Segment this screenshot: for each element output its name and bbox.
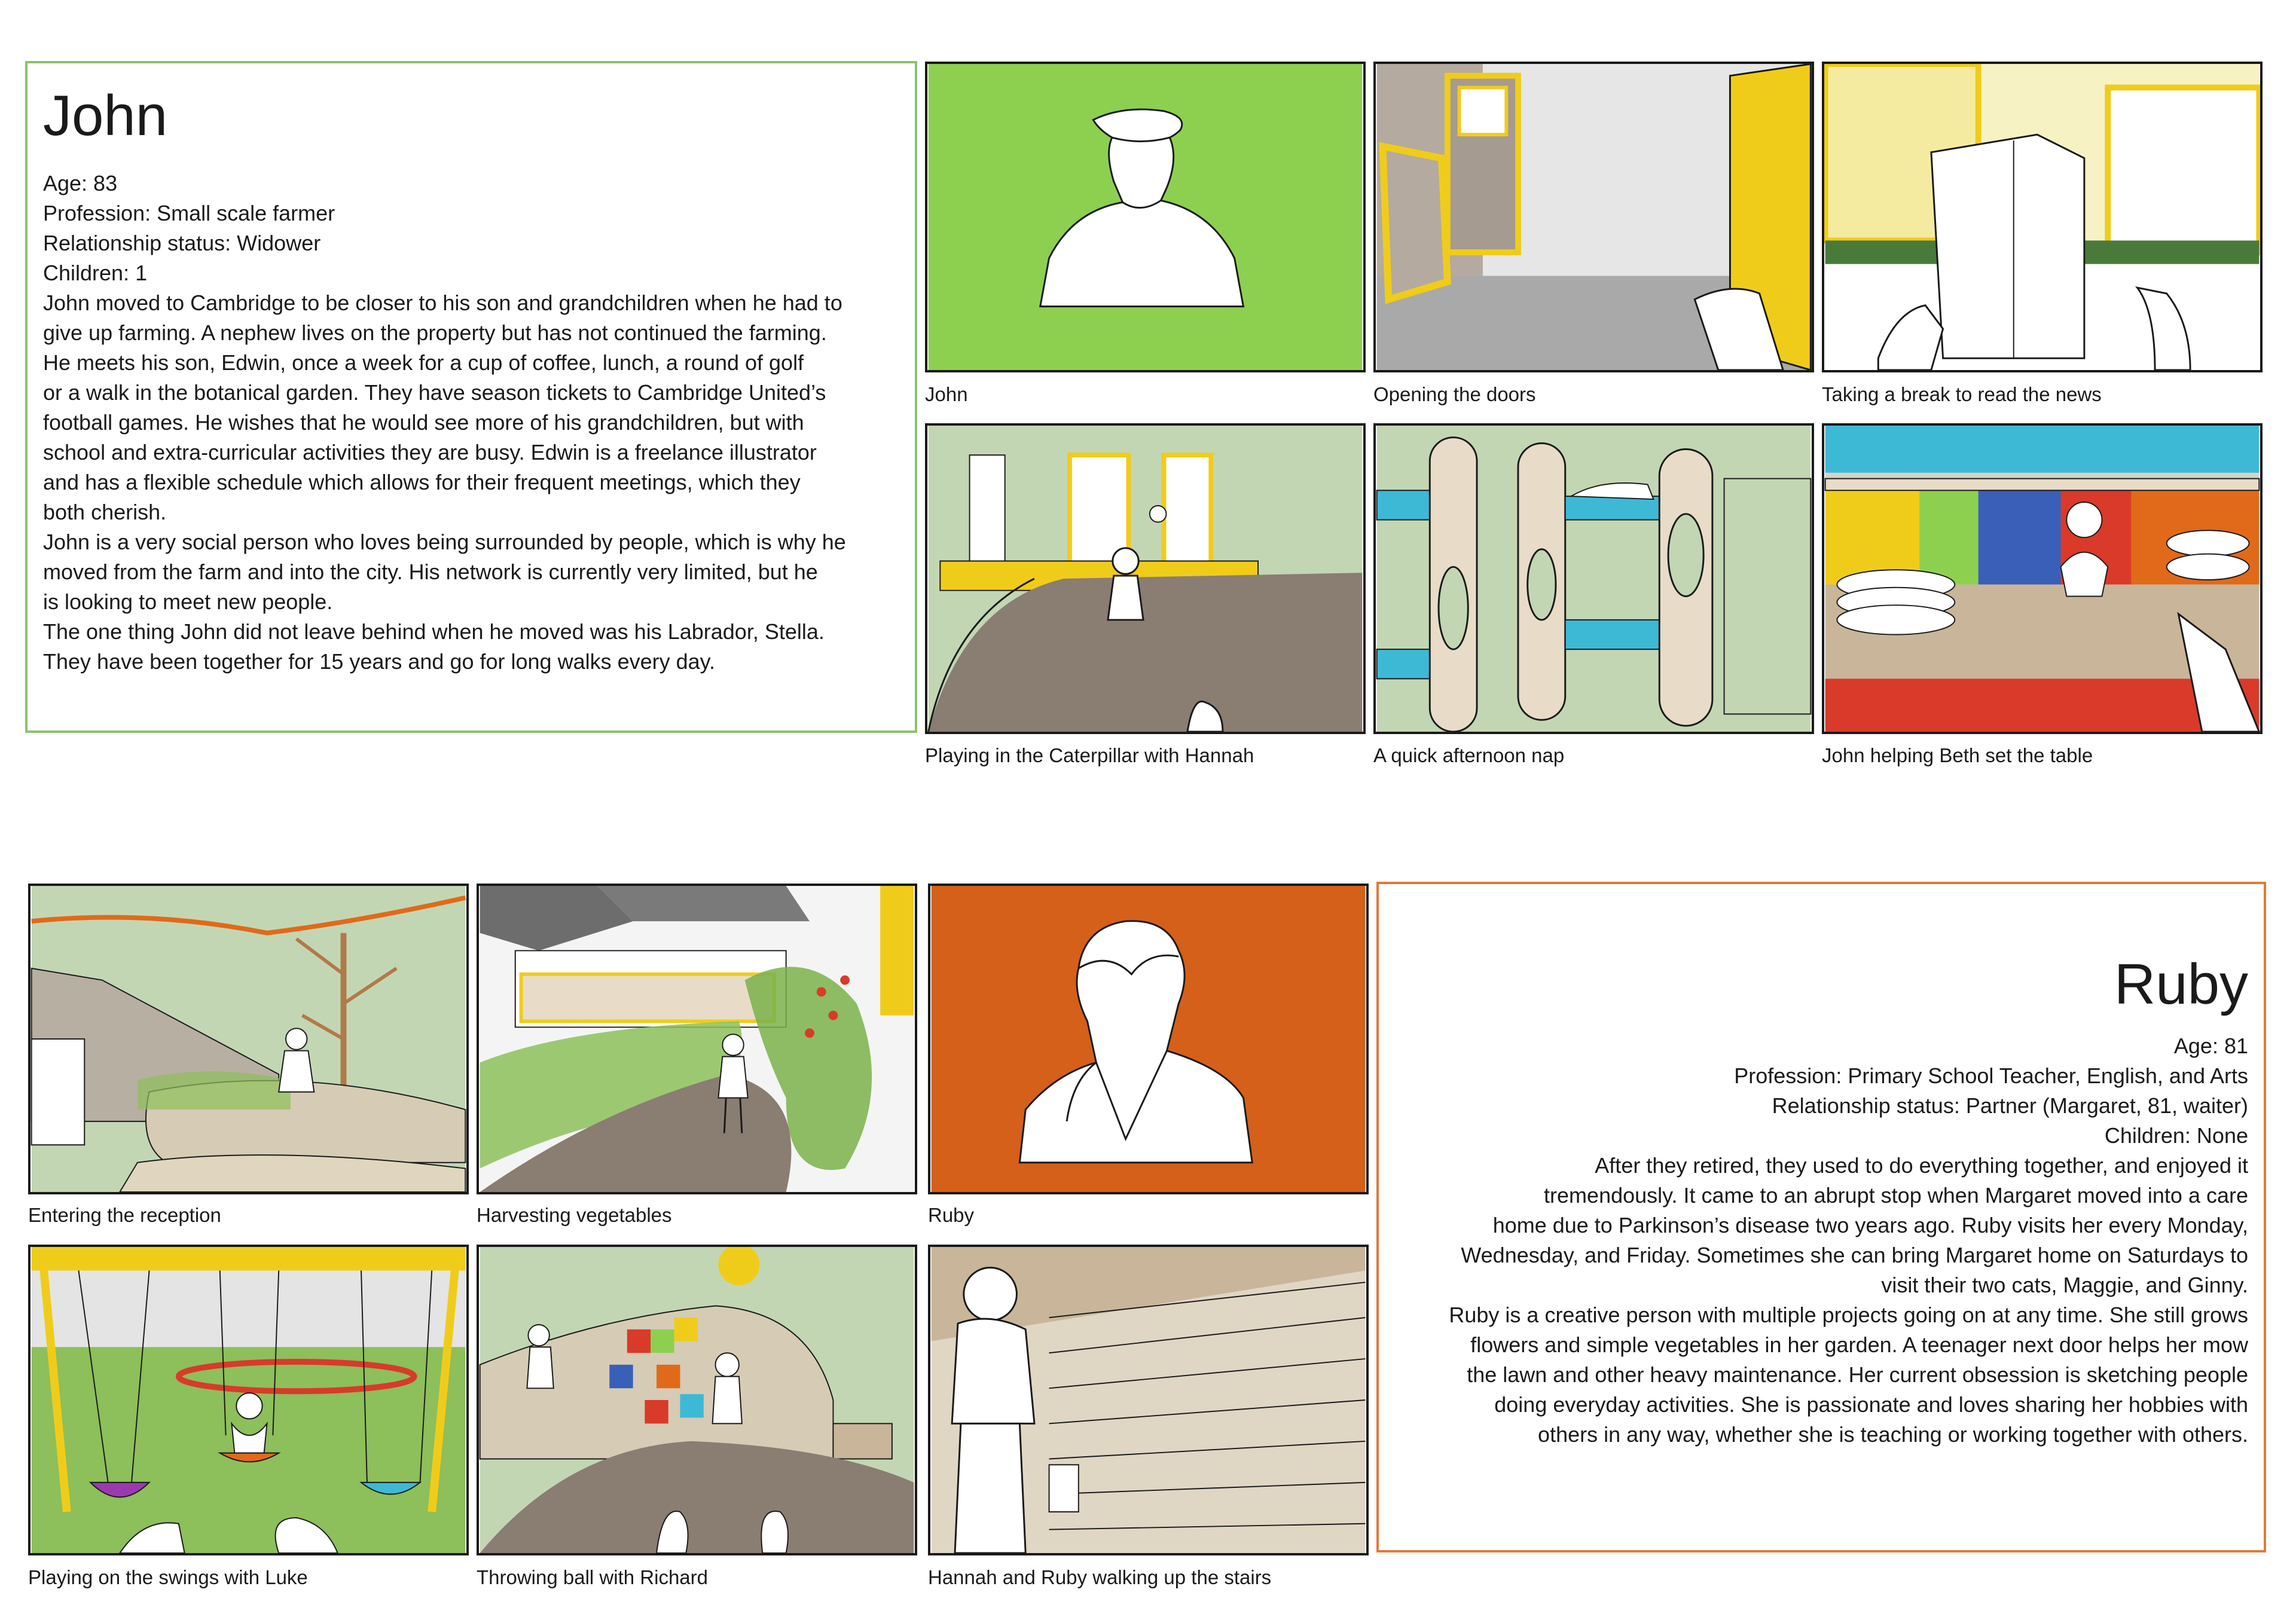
caption-ball: Throwing ball with Richard bbox=[477, 1566, 708, 1588]
news-illustration bbox=[1824, 64, 2260, 370]
ruby-portrait-illustration bbox=[930, 886, 1366, 1192]
ruby-bio-line: Wednesday, and Friday. Sometimes she can bring Margaret home on Saturdays to bbox=[1461, 1243, 2248, 1267]
news-frame bbox=[1822, 62, 2263, 372]
ruby-bio-line: visit their two cats, Maggie, and Ginny. bbox=[1881, 1273, 2248, 1297]
ruby-portrait-frame bbox=[928, 884, 1369, 1194]
ruby-bio-line: flowers and simple vegetables in her garden. A teenager next door helps her mow bbox=[1470, 1332, 2248, 1357]
table-frame bbox=[1822, 423, 2263, 734]
opening-doors-frame bbox=[1373, 62, 1814, 372]
caption-reception: Entering the reception bbox=[28, 1204, 221, 1226]
ruby-bio-line: the lawn and other heavy maintenance. Her current obsession is sketching people bbox=[1467, 1362, 2248, 1387]
ruby-bio-line: Relationship status: Partner (Margaret, 81, waiter) bbox=[1772, 1093, 2248, 1118]
john-bio-line: John is a very social person who loves being surrounded by people, which is why he bbox=[43, 530, 846, 554]
john-profile-card bbox=[25, 61, 917, 733]
john-bio bbox=[43, 169, 899, 677]
stairs-illustration bbox=[930, 1247, 1366, 1553]
john-bio-line: The one thing John did not leave behind when he moved was his Labrador, Stella. bbox=[43, 619, 825, 644]
john-bio-line: football games. He wishes that he would see more of his grandchildren, but with bbox=[43, 410, 804, 435]
ball-illustration bbox=[479, 1247, 915, 1553]
nap-illustration bbox=[1376, 426, 1812, 732]
john-bio-line: both cherish. bbox=[43, 500, 167, 524]
caption-swings: Playing on the swings with Luke bbox=[28, 1566, 308, 1588]
john-bio-line: and has a flexible schedule which allows for their frequent meetings, which they bbox=[43, 470, 801, 494]
caption-nap: A quick afternoon nap bbox=[1373, 744, 1565, 766]
john-name: John bbox=[43, 84, 168, 148]
john-bio-line: John moved to Cambridge to be closer to his son and grandchildren when he had to bbox=[43, 291, 842, 315]
opening-doors-illustration bbox=[1376, 64, 1812, 370]
john-bio-line: They have been together for 15 years and go for long walks every day. bbox=[43, 649, 715, 674]
john-bio-line: He meets his son, Edwin, once a week for a cup of coffee, lunch, a round of golf bbox=[43, 350, 804, 375]
john-bio-line: moved from the farm and into the city. His network is currently very limited, but he bbox=[43, 560, 818, 584]
ruby-bio-line: doing everyday activities. She is passionate and loves sharing her hobbies with bbox=[1494, 1392, 2248, 1417]
ruby-bio-line: After they retired, they used to do everything together, and enjoyed it bbox=[1595, 1153, 2248, 1178]
john-bio-line: is looking to meet new people. bbox=[43, 589, 333, 614]
ruby-bio-line: tremendously. It came to an abrupt stop when Margaret moved into a care bbox=[1544, 1183, 2248, 1208]
ruby-profile-card bbox=[1376, 882, 2266, 1552]
john-bio-line: school and extra-curricular activities they are busy. Edwin is a freelance illustrator bbox=[43, 440, 817, 464]
ruby-bio-line: home due to Parkinson’s disease two years ago. Ruby visits her every Monday, bbox=[1492, 1213, 2248, 1237]
ruby-bio-line: others in any way, whether she is teaching or working together with others. bbox=[1538, 1422, 2248, 1447]
john-bio-line: or a walk in the botanical garden. They have season tickets to Cambridge United’s bbox=[43, 380, 826, 405]
ruby-bio-line: Ruby is a creative person with multiple projects going on at any time. She still grows bbox=[1449, 1303, 2248, 1327]
ruby-bio-line: Age: 81 bbox=[2173, 1034, 2248, 1058]
caption-caterpillar: Playing in the Caterpillar with Hannah bbox=[925, 744, 1254, 766]
caption-news: Taking a break to read the news bbox=[1822, 383, 2102, 405]
table-illustration bbox=[1824, 426, 2260, 732]
john-bio-line: Children: 1 bbox=[43, 261, 148, 285]
caption-table: John helping Beth set the table bbox=[1822, 744, 2093, 766]
nap-frame bbox=[1373, 423, 1814, 734]
caption-stairs: Hannah and Ruby walking up the stairs bbox=[928, 1566, 1272, 1588]
reception-illustration bbox=[30, 886, 466, 1192]
caterpillar-illustration bbox=[927, 426, 1363, 732]
john-portrait-frame bbox=[925, 62, 1366, 372]
caption-vegetables: Harvesting vegetables bbox=[477, 1204, 672, 1226]
ball-frame bbox=[477, 1245, 917, 1555]
caption-opening-doors: Opening the doors bbox=[1373, 383, 1536, 405]
caption-ruby: Ruby bbox=[928, 1204, 975, 1226]
ruby-bio-line: Children: None bbox=[2104, 1123, 2248, 1148]
john-bio-line: Age: 83 bbox=[43, 171, 118, 195]
vegetables-illustration bbox=[479, 886, 915, 1192]
caterpillar-frame bbox=[925, 423, 1366, 734]
john-bio-line: Relationship status: Widower bbox=[43, 231, 321, 255]
john-bio-line: Profession: Small scale farmer bbox=[43, 201, 335, 225]
ruby-bio-line: Profession: Primary School Teacher, English, and Arts bbox=[1734, 1063, 2248, 1088]
caption-john: John bbox=[925, 383, 968, 405]
john-bio-line: give up farming. A nephew lives on the property but has not continued the farming. bbox=[43, 320, 827, 345]
ruby-name: Ruby bbox=[2114, 952, 2248, 1016]
swings-frame bbox=[28, 1245, 469, 1555]
vegetables-frame bbox=[477, 884, 917, 1194]
ruby-bio bbox=[1394, 1031, 2248, 1450]
stairs-frame bbox=[928, 1245, 1369, 1555]
reception-frame bbox=[28, 884, 469, 1194]
john-portrait-illustration bbox=[927, 64, 1363, 370]
swings-illustration bbox=[30, 1247, 466, 1553]
